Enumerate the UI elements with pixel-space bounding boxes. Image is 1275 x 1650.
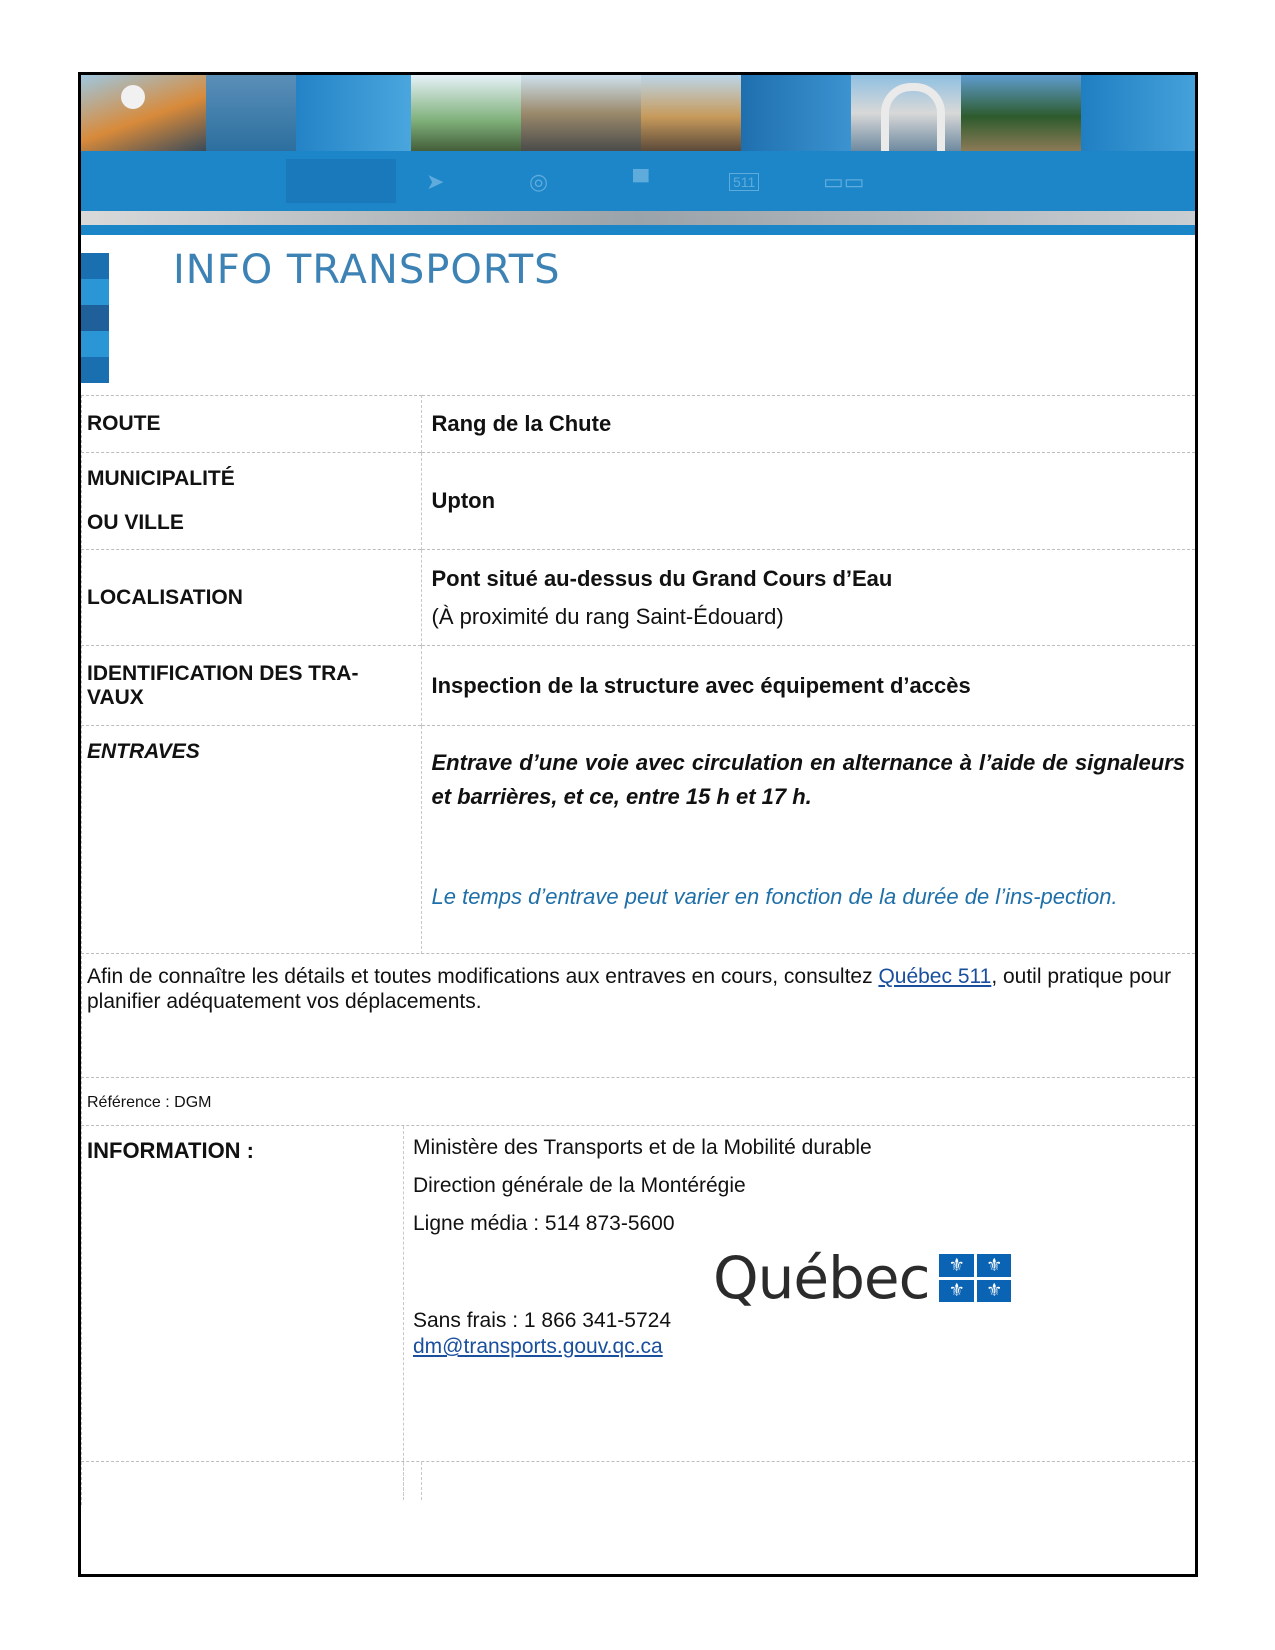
column-divider (421, 1462, 422, 1500)
media-line: Ligne média : 514 873-5600 (413, 1212, 675, 1235)
column-divider (403, 1126, 404, 1496)
localisation-label: LOCALISATION (81, 550, 421, 646)
information-section (81, 1125, 1195, 1461)
municipalite-label-line1: MUNICIPALITÉ (87, 467, 235, 490)
table-row (81, 646, 1195, 726)
direction-name: Direction générale de la Montérégie (413, 1174, 746, 1197)
municipalite-label-line2: OU VILLE (87, 511, 184, 534)
banner-block (286, 159, 396, 203)
entraves-label: ENTRAVES (81, 726, 421, 954)
travaux-value: Inspection de la structure avec équipement d’accès (421, 646, 1195, 726)
document-frame (78, 72, 1198, 1577)
port-photo (521, 75, 641, 151)
city-photo (641, 75, 741, 151)
page-title: INFO TRANSPORTS (173, 247, 561, 293)
banner-tile (1081, 75, 1195, 151)
empty-table-row (81, 1461, 1195, 1499)
banner-gradient-bar (81, 211, 1195, 225)
quebec-logo (713, 1244, 1011, 1312)
information-lines (413, 1136, 872, 1250)
truck-icon: ▀ (633, 169, 649, 194)
train-icon: ▭▭ (823, 169, 865, 194)
municipalite-label (81, 453, 421, 550)
info-table (81, 395, 1195, 954)
route-label: ROUTE (81, 396, 421, 453)
localisation-value: Pont situé au-dessus du Grand Cours d’Eau (431, 565, 893, 591)
houses-photo (411, 75, 521, 151)
fleur-de-lis-flag-icon: ⚜ ⚜ ⚜ ⚜ (939, 1254, 1011, 1302)
quebec-511-link[interactable]: Québec 511 (878, 965, 992, 988)
bridge-arch-photo (851, 75, 961, 151)
car-icon: ➤ (426, 169, 445, 194)
header-banner (81, 75, 1195, 235)
banner-tile (741, 75, 851, 151)
title-accent-bars (81, 253, 109, 383)
quebec-wordmark: Québec (713, 1244, 930, 1312)
toll-free-number: Sans frais : 1 866 341-5724 (413, 1309, 672, 1332)
left-table-border (81, 395, 82, 1505)
notice-text-before: Afin de connaître les détails et toutes modifications aux entraves en cours, consultez (87, 965, 879, 988)
table-row (81, 726, 1195, 954)
banner-tile (296, 75, 411, 151)
localisation-sub: (À proximité du rang Saint-Édouard) (431, 603, 784, 629)
ministry-name: Ministère des Transports et de la Mobilité durable (413, 1136, 872, 1159)
notice-text-after: , outil pratique pour planifier adéquatement vos déplacements. (87, 965, 1172, 1013)
contact-block (413, 1308, 671, 1360)
reference-line: Référence : DGM (81, 1077, 1195, 1125)
workers-photo (81, 75, 206, 151)
table-row (81, 550, 1195, 646)
table-row (81, 396, 1195, 453)
information-label: INFORMATION : (87, 1138, 255, 1163)
banner-tile (206, 75, 296, 151)
email-link[interactable]: dm@transports.gouv.qc.ca (413, 1335, 663, 1358)
municipalite-value: Upton (421, 453, 1195, 550)
banner-icon-strip (81, 151, 1195, 211)
bicycles-photo (961, 75, 1081, 151)
column-divider (403, 1462, 404, 1500)
notice-paragraph (81, 953, 1195, 1077)
table-row (81, 453, 1195, 550)
tunnel-icon: ◎ (529, 169, 549, 194)
travaux-label: IDENTIFICATION DES TRA-VAUX (81, 646, 421, 726)
entraves-cell (421, 726, 1195, 954)
banner-photo-strip (81, 75, 1195, 151)
entraves-main-text: Entrave d’une voie avec circulation en alternance à l’aide de signaleurs et barrières, et ce, entre 15 h et 17 h. (431, 750, 1185, 809)
route-value: Rang de la Chute (421, 396, 1195, 453)
entraves-note: Le temps d’entrave peut varier en fonction de la durée de l’ins-pection. (431, 884, 1118, 909)
511-icon: 511 (729, 173, 759, 191)
localisation-cell (421, 550, 1195, 646)
